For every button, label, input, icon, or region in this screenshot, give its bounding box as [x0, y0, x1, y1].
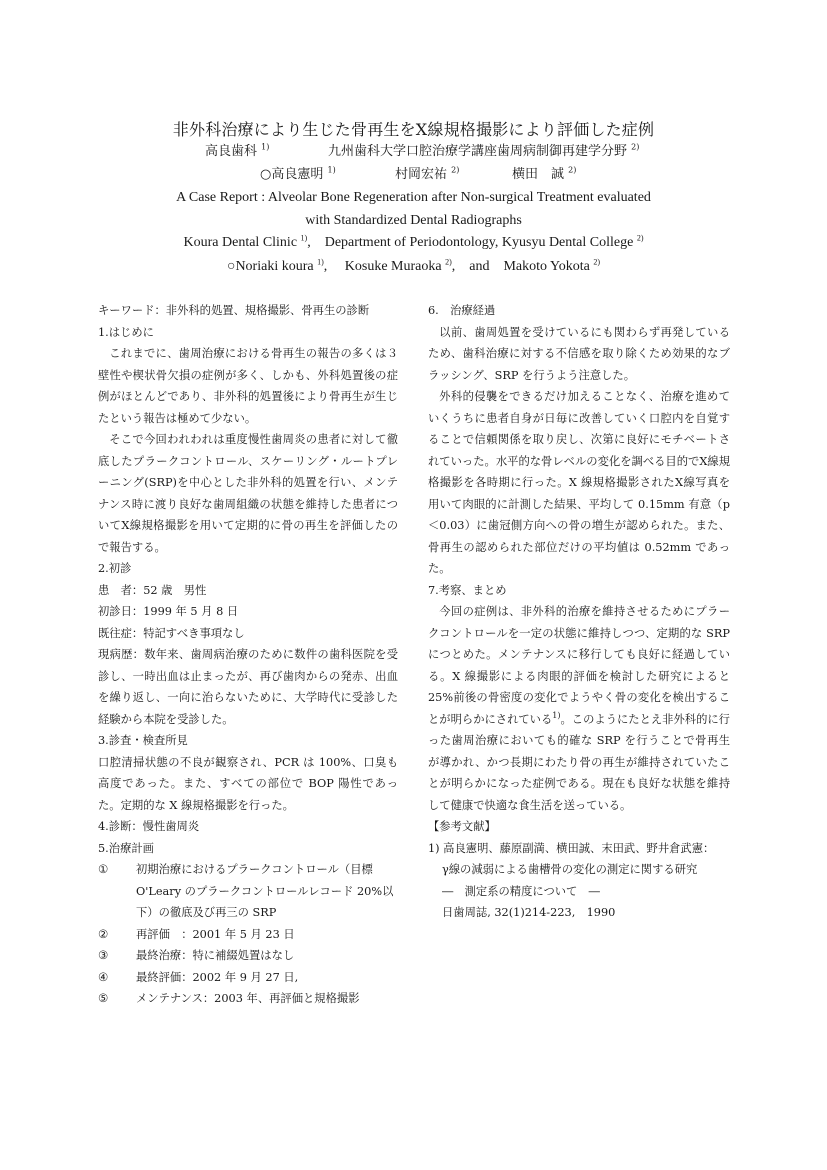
- paper-title-en-line-2: with Standardized Dental Radiographs: [305, 213, 522, 228]
- author-jp-1: ○高良憲明 $^{1)}$: [260, 165, 336, 182]
- affiliations-en: [0, 234, 827, 252]
- keywords: キーワード：非外科的処置、規格撮影、骨再生の診断: [98, 304, 370, 317]
- plan-item: [98, 967, 398, 989]
- section-heading-diagnosis: 4.診断：慢性歯周炎: [98, 820, 200, 833]
- reference-journal: 日歯周誌, 32(1)214-223, 1990: [442, 906, 616, 919]
- authors-en: [0, 258, 827, 276]
- affiliation-en-2: Department of Periodontology, Kyusyu Dental College $^{2)}$: [324, 233, 644, 250]
- present-illness: 現病歴：数年来、歯周病治療のために数件の歯科医院を受診し、一時出血は止まったが、再び歯肉からの発赤、出血を繰り返し、一向に治らないために、大学時代に受診した経験から本院を受診した。: [98, 648, 398, 726]
- examination-findings: 口腔清掃状態の不良が観察され、PCR は 100%、口臭も高度であった。また、すべての部位で BOP 陽性であった。定期的な X 線規格撮影を行った。: [98, 755, 398, 812]
- reference-subtitle: ― 測定系の精度について ―: [442, 884, 600, 898]
- plan-item-text: 初期治療におけるプラークコントロール（目標 O'Leary のプラークコントロールレコード 20%以下）の徹底及び再三の SRP: [136, 863, 394, 919]
- plan-item-text: 最終評価：2002 年 9 月 27 日,: [136, 970, 299, 984]
- discussion-paragraph: 今回の症例は、非外科的治療を維持させるためにプラークコントロールを一定の状態に維持しつつ、定期的な SRP につとめた。メンテナンスに移行しても良好に経過している。X 線撮影による肉眼的評価を検討した研究によると 25%前後の骨密度の変化でようやく骨の変化を検出することが明らかにされている$^{1)}$。このようにたとえ非外科的に行った歯周治療においても的確な SRP を行うことで骨再生が導かれ、かつ長期にわたり骨の再生が維持されていたことが明らかになった症例である。現在も良好な状態を維持して健康で快適な食生活を送っている。: [428, 605, 730, 812]
- section-heading-examination: 3.診査・検査所見: [98, 734, 188, 747]
- author-jp-3: 横田 誠 $^{2)}$: [512, 165, 577, 182]
- author-en-3: Makoto Yokota $^{2)}$: [503, 257, 600, 274]
- section-heading-treatment-course: 6. 治療経過: [428, 304, 496, 317]
- plan-item-text: 最終治療：特に補綴処置はなし: [136, 949, 295, 962]
- section-heading-introduction: 1.はじめに: [98, 325, 154, 339]
- plan-item: [98, 924, 398, 946]
- past-history: 既往症：特記すべき事項なし: [98, 626, 245, 640]
- paper-title-jp: 非外科治療により生じた骨再生をX線規格撮影により評価した症例: [172, 120, 655, 139]
- author-jp-2: 村岡宏祐 $^{2)}$: [395, 165, 460, 182]
- affiliation-jp-1: 高良歯科 $^{1)}$: [205, 142, 270, 159]
- section-heading-references: 【参考文献】: [428, 820, 496, 833]
- plan-item: [98, 859, 398, 924]
- section-heading-treatment-plan: 5.治療計画: [98, 841, 154, 855]
- section-heading-discussion: 7.考察、まとめ: [428, 583, 507, 597]
- plan-item-number: ⑤: [98, 992, 109, 1005]
- reference-title: γ線の減弱による歯槽骨の変化の測定に関する研究: [442, 863, 698, 876]
- patient-info: 患 者：52 歳 男性: [98, 583, 207, 597]
- course-paragraph-1: 以前、歯周処置を受けているにも関わらず再発しているため、歯科治療に対する不信感を取り除くため効果的なブラッシング、SRP を行うよう注意した。: [428, 325, 730, 382]
- first-visit-date: 初診日：1999 年 5 月 8 日: [98, 605, 239, 618]
- plan-item: [98, 988, 398, 1010]
- plan-item-number: ①: [98, 863, 109, 876]
- reference-authors: 1) 高良憲明、藤原副満、横田誠、末田武、野井倉武憲：: [428, 841, 715, 855]
- section-heading-first-visit: 2.初診: [98, 562, 132, 575]
- left-column: [98, 300, 398, 1010]
- plan-item-number: ④: [98, 970, 109, 984]
- plan-item-text: 再評価 ：2001 年 5 月 23 日: [136, 927, 295, 941]
- intro-paragraph-1: これまでに、歯周治療における骨再生の報告の多くは３壁性や楔状骨欠損の症例が多く、しかも、外科処置後の症例がほとんどであり、非外科的処置後により骨再生が生じたという報告は極めて少ない。: [98, 347, 398, 425]
- affiliation-en-1: Koura Dental Clinic $^{1)}$,: [183, 233, 311, 250]
- paper-title-en-line-1: A Case Report : Alveolar Bone Regeneration after Non-surgical Treatment evaluated: [176, 190, 651, 205]
- plan-item-number: ③: [98, 949, 109, 962]
- plan-item-text: メンテナンス：2003 年、再評価と規格撮影: [136, 992, 360, 1005]
- course-paragraph-2: 外科的侵襲をできるだけ加えることなく、治療を進めていくうちに患者自身が日毎に改善していく口腔内を自覚することで信頼関係を取り戻し、次第に良好にモチベートされていった。水平的な骨レベルの変化を調べる目的でX線規格撮影を各時期に行った。X 線規格撮影されたX線写真を用いて肉眼的に計測した結果、平均して 0.15mm 有意（p＜0.03）に歯冠側方向への骨の増生が認められた。また、骨再生の認められた部位だけの平均値は 0.52mm であった。: [428, 390, 730, 575]
- intro-paragraph-2: そこで今回われわれは重度慢性歯周炎の患者に対して徹底したプラークコントロール、スケーリング・ルートプレーニング(SRP)を中心とした非外科的処置を行い、メンテナンス時に渡り良好な歯周組織の状態を維持した患者についてX線規格撮影を用いて定期的に骨の再生を評価したので報告する。: [98, 433, 398, 554]
- citation-marker: 1): [552, 710, 561, 720]
- author-en-1: ○Noriaki koura $^{1)}$,: [226, 257, 328, 274]
- right-column: [428, 300, 730, 924]
- author-en-2: Kosuke Muraoka $^{2)}$,: [344, 257, 456, 274]
- plan-item-number: ②: [98, 927, 109, 941]
- author-en-conjunction: and: [469, 259, 490, 274]
- affiliation-jp-2: 九州歯科大学口腔治療学講座歯周病制御再建学分野 $^{2)}$: [328, 142, 640, 159]
- plan-item: [98, 945, 398, 967]
